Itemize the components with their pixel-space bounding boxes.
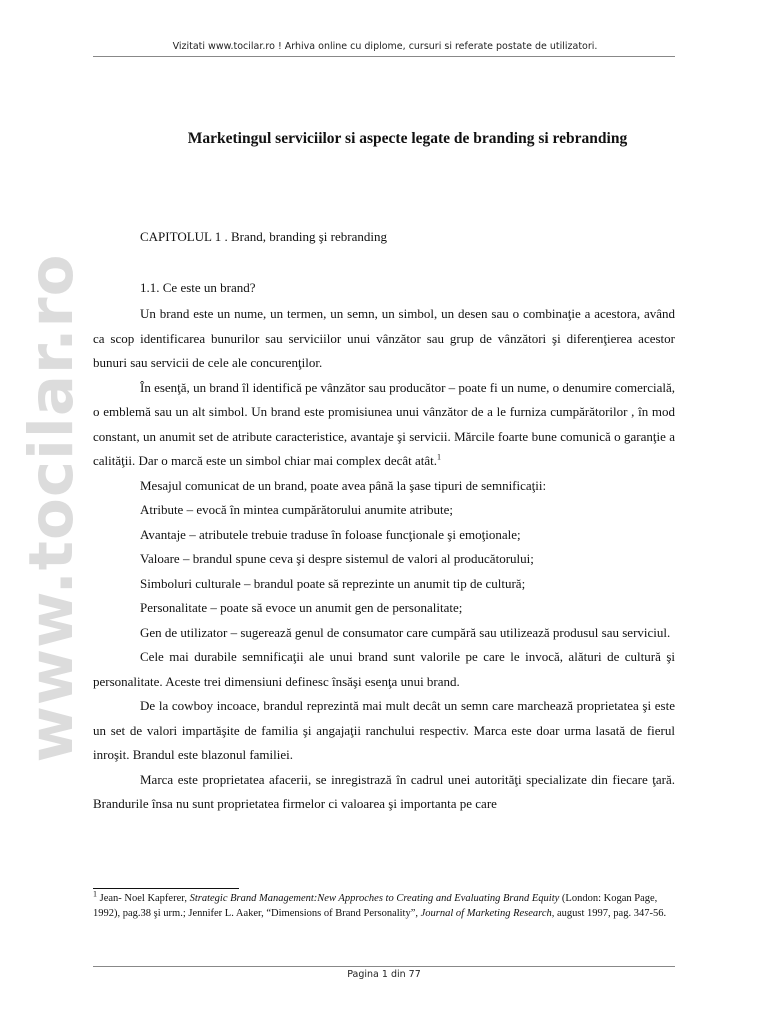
footnote-end: august 1997, pag. 347-56. — [554, 907, 667, 919]
paragraph-text: În esenţă, un brand îl identifică pe vânzător sau producător – poate fi un nume, o denumire comercială, o emblemă sau un alt simbol. Un brand este promisiunea unui vânzător de a le furniza cumpărătorilor , în mod constant, un anumit set de atribute caracteristice, avantaje şi servicii. Mărcile foarte bune comunică o garanţie a calităţii. Dar o marcă este un simbol chiar mai complex decât atât. — [93, 379, 675, 468]
footnote — [93, 889, 675, 921]
watermark: www.tocilar.ro — [16, 253, 87, 763]
footnote-marker: 1 — [93, 889, 97, 899]
list-item: Gen de utilizator – sugerează genul de consumator care cumpără sau utilizează produsul sau serviciul. — [140, 624, 671, 640]
footnote-journal: Journal of Marketing Research, — [420, 907, 555, 919]
footnote-author: Jean- Noel Kapferer, — [97, 893, 190, 904]
footnote-book-title: Strategic Brand Management:New Approches to Creating and Evaluating Brand Equity — [189, 893, 560, 904]
header-divider — [93, 56, 675, 57]
list-item: Avantaje – atributele trebuie traduse în foloase funcţionale şi emoţionale; — [140, 526, 521, 542]
body-text — [93, 302, 675, 817]
paragraph: Cele mai durabile semnificaţii ale unui brand sunt valorile pe care le invocă, alături de cultură şi personalitate. Aceste trei dimensiuni definesc însăşi esenţa unui brand. — [93, 649, 675, 689]
list-item: Atribute – evocă în mintea cumpărătorului anumite atribute; — [140, 502, 453, 517]
paragraph: Un brand este un nume, un termen, un semn, un simbol, un desen sau o combinaţie a acestora, având ca scop identificarea bunurilor sau serviciilor unui vânzător sau grup de vânzători şi diferenţierea acestor bunuri sau servicii de cele ale concurenţilor. — [93, 306, 675, 370]
chapter-heading: CAPITOLUL 1 . Brand, branding şi rebranding — [140, 229, 387, 244]
paragraph: De la cowboy incoace, brandul reprezintă mai mult decât un semn care marchează proprietatea şi este un set de valori impartăşite de familia şi angajaţii ranchului respectiv. Marca este doar urma lasată de fierul inroşit. Brandul este blazonul familiei. — [93, 698, 675, 762]
page-header: Vizitati www.tocilar.ro ! Arhiva online cu diplome, cursuri si referate postate de utilizatori. — [172, 41, 598, 52]
document-title: Marketingul serviciilor si aspecte legate de branding si rebranding — [187, 130, 628, 147]
section-heading: 1.1. Ce este un brand? — [140, 280, 256, 295]
paragraph: Mesajul comunicat de un brand, poate avea până la şase tipuri de semnificaţii: — [140, 477, 547, 493]
footnote-reference[interactable]: 1 — [437, 452, 441, 462]
list-item: Personalitate – poate să evoce un anumit gen de personalitate; — [140, 600, 463, 615]
paragraph — [93, 376, 675, 474]
list-item: Valoare – brandul spune ceva şi despre sistemul de valori al producătorului; — [140, 551, 534, 566]
page-number: Pagina 1 din 77 — [347, 969, 421, 980]
footnote-divider — [93, 888, 239, 889]
footnote-citation: (London: Kogan Page, 1992), pag.38 şi urm.; Jennifer L. Aaker, “Dimensions of Brand Personality”, — [93, 893, 658, 919]
paragraph: Marca este proprietatea afacerii, se inregistrază în cadrul unei autorităţi specializate din fiecare ţară. Brandurile însa nu sunt proprietatea firmelor ci valoarea şi importanta pe care — [93, 771, 675, 811]
footer-divider — [93, 966, 675, 967]
list-item: Simboluri culturale – brandul poate să reprezinte un anumit tip de cultură; — [140, 575, 526, 591]
